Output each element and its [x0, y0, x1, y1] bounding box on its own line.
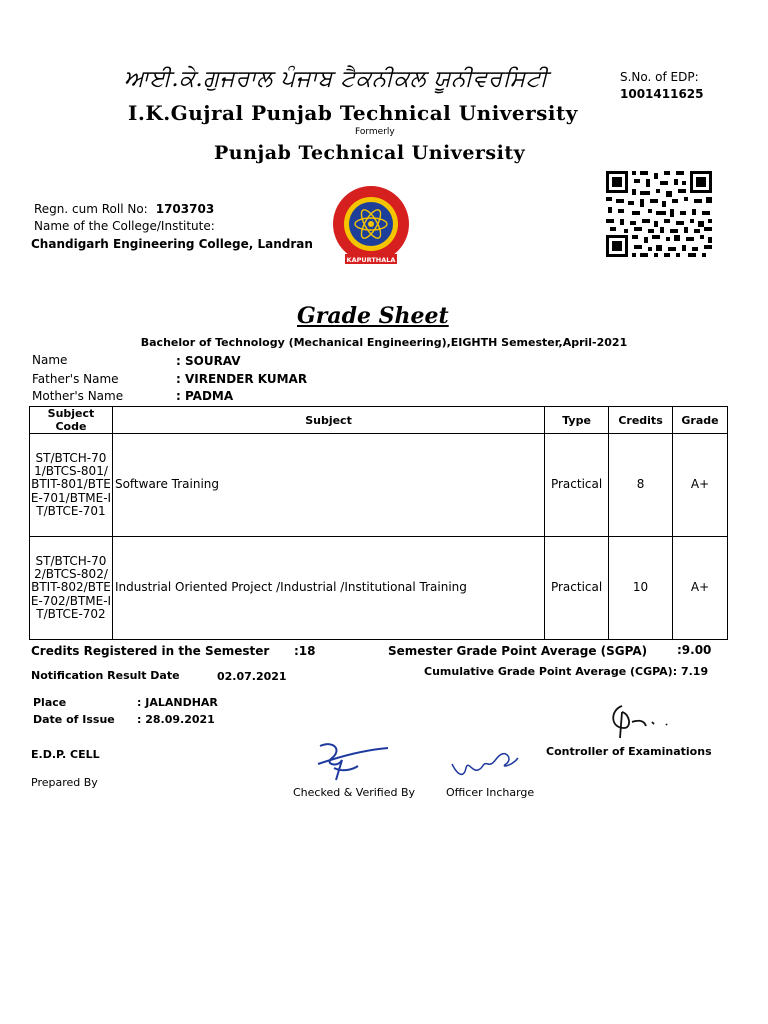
- cgpa-value: 7.19: [680, 665, 709, 678]
- credits-registered-label: Credits Registered in the Semester: [31, 644, 270, 658]
- logo-caption: KAPURTHALA: [346, 256, 396, 264]
- header-grade: Grade: [673, 407, 728, 434]
- mother-name-label: Mother's Name: [32, 389, 124, 403]
- header-type: Type: [545, 407, 609, 434]
- grade-sheet-title: Grade Sheet: [297, 303, 449, 329]
- university-logo: [331, 184, 411, 270]
- header-subject: Subject: [112, 407, 544, 434]
- name-value: : SOURAV: [176, 354, 241, 368]
- credits-cell: 8: [609, 434, 673, 537]
- officer-signature: [446, 742, 522, 782]
- college-name: Chandigarh Engineering College, Landran: [31, 237, 313, 251]
- subject-code-cell: ST/BTCH-702/BTCS-802/BTIT-802/BTEE-702/BTME-IT/BTCE-702: [30, 537, 113, 640]
- edp-cell-label: E.D.P. CELL: [31, 748, 100, 761]
- qr-code-icon: [604, 169, 714, 259]
- regn-roll-number: [34, 202, 214, 216]
- notification-date-value: 02.07.2021: [217, 670, 287, 683]
- former-university-name: Punjab Technical University: [214, 142, 526, 164]
- subject-cell: Industrial Oriented Project /Industrial /Institutional Training: [112, 537, 544, 640]
- subject-code-cell: ST/BTCH-701/BTCS-801/BTIT-801/BTEE-701/BTME-IT/BTCE-701: [30, 434, 113, 537]
- notification-date-label: Notification Result Date: [31, 669, 180, 682]
- regn-label: Regn. cum Roll No:: [34, 202, 148, 216]
- checker-signature: [312, 738, 392, 786]
- grade-cell: A+: [673, 434, 728, 537]
- mother-name-value: : PADMA: [176, 389, 234, 403]
- header-subject-code: Subject Code: [30, 407, 113, 434]
- place-label: Place: [33, 696, 67, 709]
- credits-registered-value: :18: [294, 644, 316, 658]
- place-value: : JALANDHAR: [137, 696, 218, 709]
- program-line: Bachelor of Technology (Mechanical Engineering),EIGHTH Semester,April-2021: [140, 336, 628, 349]
- cgpa-label: Cumulative Grade Point Average (CGPA):: [424, 665, 678, 678]
- name-label: Name: [32, 353, 68, 367]
- subject-cell: Software Training: [112, 434, 544, 537]
- date-of-issue-value: : 28.09.2021: [137, 713, 215, 726]
- father-name-value: : VIRENDER KUMAR: [176, 372, 308, 386]
- type-cell: Practical: [545, 434, 609, 537]
- checked-verified-label: Checked & Verified By: [293, 786, 416, 799]
- sgpa-value: :9.00: [677, 643, 712, 657]
- father-name-label: Father's Name: [32, 372, 119, 386]
- edp-serial-number: 1001411625: [620, 87, 704, 101]
- officer-incharge-label: Officer Incharge: [446, 786, 535, 799]
- edp-serial-label: S.No. of EDP:: [620, 70, 699, 84]
- grades-table: [29, 406, 728, 640]
- type-cell: Practical: [545, 537, 609, 640]
- date-of-issue-label: Date of Issue: [33, 713, 115, 726]
- credits-cell: 10: [609, 537, 673, 640]
- college-label: Name of the College/Institute:: [34, 219, 215, 233]
- table-row: [30, 434, 728, 537]
- sgpa-label: Semester Grade Point Average (SGPA): [388, 644, 648, 658]
- controller-label: Controller of Examinations: [546, 745, 712, 758]
- university-name-punjabi: ਆਈ.ਕੇ.ਗੁਜਰਾਲ ਪੰਜਾਬ ਟੈਕਨੀਕਲ ਯੂਨੀਵਰਸਿਟੀ: [124, 66, 548, 92]
- header-credits: Credits: [609, 407, 673, 434]
- table-row: [30, 537, 728, 640]
- grade-cell: A+: [673, 537, 728, 640]
- table-header-row: [30, 407, 728, 434]
- controller-signature: [600, 698, 680, 740]
- university-name: I.K.Gujral Punjab Technical University: [128, 101, 578, 125]
- cgpa-line: [424, 665, 708, 678]
- formerly-label: Formerly: [355, 127, 395, 137]
- regn-value: 1703703: [155, 202, 215, 216]
- prepared-by-label: Prepared By: [31, 776, 98, 789]
